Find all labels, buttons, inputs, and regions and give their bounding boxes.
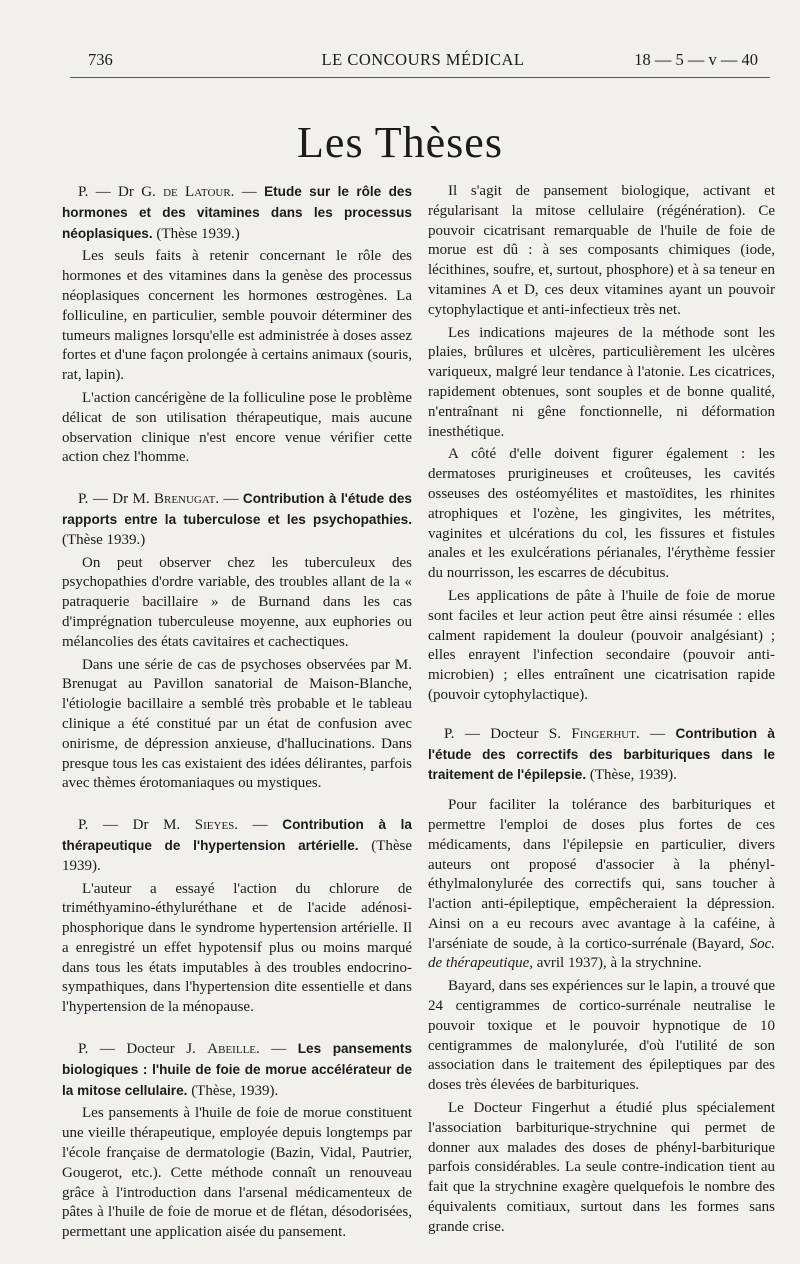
thesis-entry (62, 1039, 412, 1243)
thesis-author: G. de Latour. (141, 184, 235, 200)
running-header (88, 50, 758, 72)
paragraph: L'action cancérigène de la folliculine pose le problème délicat de son utilisation thérapeutique, mais aucune observation clinique n'est encore venue vérifier cette action chez l'homme. (62, 389, 412, 466)
issue-date: 18 — 5 — v — 40 (634, 50, 758, 69)
thesis-author: Sieyes. (194, 817, 239, 834)
paragraph: On peut observer chez les tuberculeux des psychopathies d'ordre variable, des troubles allant de la « patraquerie bacillaire » de Burnand dans les cas d'imprégnation tuberculeuse moyenne, aux euphories ou mélancolies des états cavitaires et cachectiques. (62, 554, 412, 650)
thesis-entry (62, 815, 412, 1018)
thesis-title: Contribution à l'étude des rapports entre la tuberculose et les psychopathies. (62, 491, 412, 527)
header-rule (70, 77, 770, 78)
journal-name: LE CONCOURS MÉDICAL (321, 50, 525, 69)
paragraph: Bayard, dans ses expériences sur le lapin, a trouvé que 24 centigrammes de cortico-surrénale neutralise le pouvoir toxique et le pouvoir hypnotique de 10 centigrammes de malonylurée, d'où l'utilité de son association dans le traitement des épileptiques par des doses très élevées de barbituriques. (428, 978, 775, 1094)
thesis-author: Abeille. (207, 1041, 260, 1058)
thesis-author: Fingerhut. (571, 725, 640, 742)
section-title: Les Thèses (297, 118, 503, 167)
paragraph: Les applications de pâte à l'huile de foie de morue sont faciles et leur action peut être ainsi résumée : elles calment rapidement la douleur (pouvoir analgésiant) ; elles enrayent l'infection secondaire (pouvoir anti-microbien) ; elles entraînent une cicatrisation rapide (pouvoir cytophylactique). (428, 587, 775, 703)
paragraph: Les pansements à l'huile de foie de morue constituent une vieille thérapeutique, employée depuis longtemps par l'école française de dermatologie (Bazin, Vidal, Pautrier, Gougerot, etc.). Cette méthode connaît un renouveau grâce à l'introduction dans l'arsenal médicamenteux de pâtes à l'huile de foie de morue et de flétan, désodorisées, permettant une application aisée du pansement. (62, 1105, 412, 1241)
paragraph: Pour faciliter la tolérance des barbituriques et permettre l'emploi de doses plus fortes de ces médicaments, dans l'épilepsie en particulier, divers auteurs ont proposé d'associer à la phényl-éthylmalonylurée des correctifs qui, sans toucher à l'action anti-épileptique, empêcheraient la dépression. Ainsi on a eu recours avec avantage à la caféine, à l'arséniate de soude, à la cortico-surrénale (Bayard, Soc. de thérapeutique, avril 1937), à la strychnine. (428, 797, 775, 972)
paragraph: A côté d'elle doivent figurer également : les dermatoses prurigineuses et croûteuses, les cavités osseuses des ostéomyélites et mastoïdites, les rhinites atrophiques et l'ozène, les gingivites, les métrites, vaginites et ulcérations du col, les fissures et fistules anales et les exulcérations périanales, l'érythème fessier du nourrisson, les escarres de décubitus. (428, 446, 775, 582)
thesis-entry (62, 182, 412, 468)
thesis-title: Contribution à la thérapeutique de l'hypertension artérielle. (62, 817, 412, 853)
paragraph: Dans une série de cas de psychoses observées par M. Brenugat au Pavillon sanatorial de Maison-Blanche, l'étiologie bacillaire a semblé très probable et le tableau clinique a été constitué par un état de confusion avec onirisme, de dépression anxieuse, d'hallucinations. Dans presque tous les cas existaient des idées délirantes, parfois avec thèmes érotomaniaques ou mystiques. (62, 656, 412, 792)
paragraph: L'auteur a essayé l'action du chlorure de triméthyamino-éthyluréthane et de l'acide adénosi-phosphorique dans le syndrome hypertension artérielle. Il a enregistré un effet hypotensif plus ou moins marqué dans tous les états imputables à des troubles endocrino-sympathiques, dans l'hypertension dite essentielle et dans l'hypertension de la ménopause. (62, 880, 412, 1016)
thesis-heading: P. — Dr M. Sieyes. — Contribution à la thérapeutique de l'hypertension artérielle. (Thèse 1939). (62, 817, 413, 874)
thesis-title: Les pansements biologiques : l'huile de foie de morue accélérateur de la mitose cellulaire. (62, 1041, 413, 1098)
paragraph: Les seuls faits à retenir concernant le rôle des hormones et des vitamines dans la genèse des processus néoplasiques concernent les hormones œstrogènes. La folliculine, en particulier, semble pouvoir déterminer des tumeurs malignes lorsqu'elle est administrée à doses assez fortes et d'une façon prolongée à certains animaux (souris, rat, lapin). (62, 248, 412, 384)
thesis-entry (428, 724, 775, 1238)
thesis-title: Contribution à l'étude des correctifs des barbituriques dans le traitement de l'épilepsie. (428, 725, 775, 783)
thesis-heading: P. — Docteur J. Abeille. — Les pansements biologiques : l'huile de foie de morue accélérateur de la mitose cellulaire. (Thèse, 1939). (62, 1041, 413, 1099)
left-column (62, 182, 412, 1264)
thesis-author: Brenugat. (153, 491, 220, 508)
thesis-heading: P. — Dr M. Brenugat. — Contribution à l'étude des rapports entre la tuberculose et les psychopathies. (Thèse 1939.) (62, 491, 412, 548)
thesis-title: Etude sur le rôle des hormones et des vitamines dans les processus néoplasiques. (62, 184, 413, 241)
thesis-heading: P. — Docteur S. Fingerhut. — Contribution à l'étude des correctifs des barbituriques dans le traitement de l'épilepsie. (Thèse, 1939). (428, 725, 775, 784)
page-number: 736 (88, 50, 113, 69)
thesis-heading: P. — Dr G. de Latour. — Etude sur le rôle des hormones et des vitamines dans les processus néoplasiques. (Thèse 1939.) (62, 184, 413, 242)
paragraph: Il s'agit de pansement biologique, activant et régularisant la mitose cellulaire (régénération). Ce pouvoir cicatrisant remarquable de l'huile de foie de morue est dû : à ses composants chimiques (iode, lécithines, soufre, et, surtout, phosphore) et à sa teneur en vitamines A et D, ces deux vitamines ayant un pouvoir cytophylactique et anti-infectieux très net. (428, 183, 775, 318)
paragraph: Les indications majeures de la méthode sont les plaies, brûlures et ulcères, particulièrement les ulcères variqueux, malgré leur tendance à l'atonie. Les cicatrices, rapidement obtenues, sont souples et de bonne qualité, n'entraînant ni gêne fonctionnelle, ni déformation inesthétique. (428, 324, 775, 440)
journal-citation: Soc. de thérapeutique, (428, 935, 775, 972)
right-column (428, 182, 775, 1254)
thesis-entry (62, 489, 412, 794)
paragraph: Le Docteur Fingerhut a étudié plus spécialement l'association barbiturique-strychnine qui permet de donner aux malades des doses de phényl-barbiturique parfois considérables. La seule contre-indication tient au fait que la strychnine exagère quelquefois le nombre des équivalents comitiaux, surtout dans les formes sans grande crise. (428, 1100, 775, 1235)
